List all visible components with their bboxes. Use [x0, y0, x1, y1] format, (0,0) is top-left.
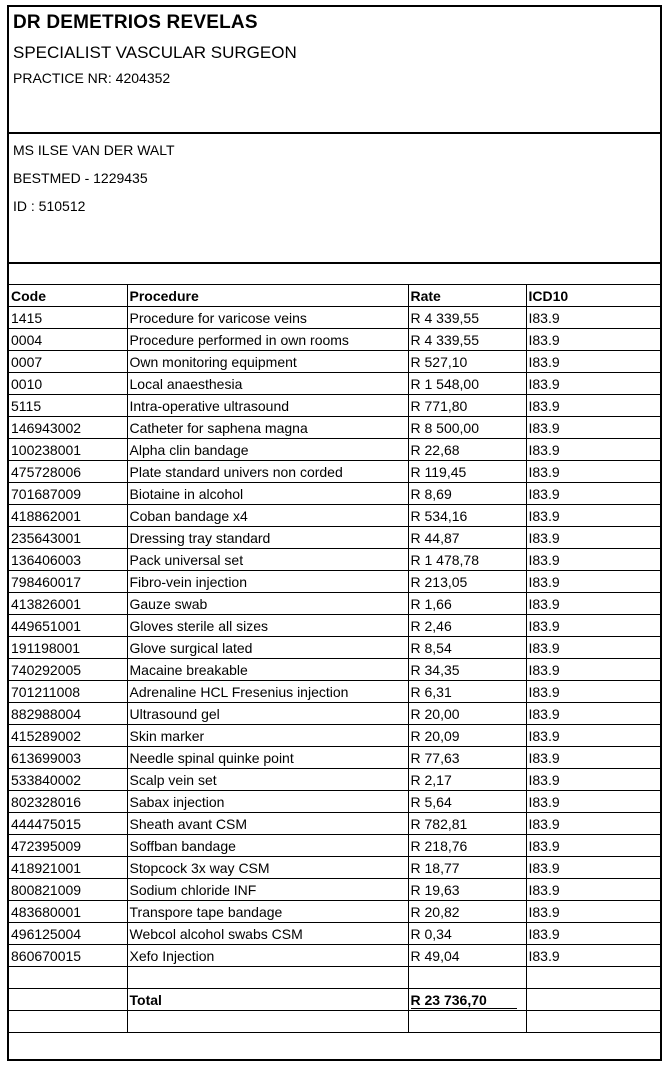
cell-code: 415289002 — [9, 725, 127, 747]
cell-icd10: I83.9 — [526, 769, 660, 791]
cell-code: 146943002 — [9, 417, 127, 439]
empty-cell — [127, 967, 408, 989]
table-row — [9, 615, 660, 637]
cell-icd10: I83.9 — [526, 461, 660, 483]
table-row — [9, 747, 660, 769]
cell-rate: R 8 500,00 — [408, 417, 526, 439]
table-row — [9, 329, 660, 351]
cell-rate: R 6,31 — [408, 681, 526, 703]
empty-cell — [526, 967, 660, 989]
cell-icd10: I83.9 — [526, 659, 660, 681]
cell-rate: R 2,17 — [408, 769, 526, 791]
cell-procedure: Local anaesthesia — [127, 373, 408, 395]
empty-cell — [9, 967, 127, 989]
cell-code: 740292005 — [9, 659, 127, 681]
cell-procedure: Scalp vein set — [127, 769, 408, 791]
cell-rate: R 20,00 — [408, 703, 526, 725]
cell-rate: R 1 478,78 — [408, 549, 526, 571]
cell-code: 475728006 — [9, 461, 127, 483]
table-row — [9, 549, 660, 571]
column-header-code: Code — [9, 285, 127, 307]
table-row — [9, 461, 660, 483]
table-row — [9, 505, 660, 527]
cell-procedure: Webcol alcohol swabs CSM — [127, 923, 408, 945]
table-row — [9, 351, 660, 373]
cell-procedure: Procedure for varicose veins — [127, 307, 408, 329]
cell-rate: R 534,16 — [408, 505, 526, 527]
cell-rate: R 527,10 — [408, 351, 526, 373]
cell-code: 533840002 — [9, 769, 127, 791]
cell-code: 418862001 — [9, 505, 127, 527]
empty-cell — [9, 1011, 127, 1033]
cell-procedure: Macaine breakable — [127, 659, 408, 681]
cell-procedure: Ultrasound gel — [127, 703, 408, 725]
cell-rate: R 5,64 — [408, 791, 526, 813]
table-row — [9, 791, 660, 813]
table-row — [9, 439, 660, 461]
table-row — [9, 483, 660, 505]
cell-icd10: I83.9 — [526, 923, 660, 945]
cell-icd10: I83.9 — [526, 483, 660, 505]
cell-icd10: I83.9 — [526, 857, 660, 879]
cell-rate: R 0,34 — [408, 923, 526, 945]
cell-icd10: I83.9 — [526, 373, 660, 395]
cell-rate: R 20,82 — [408, 901, 526, 923]
column-header-procedure: Procedure — [127, 285, 408, 307]
cell-icd10: I83.9 — [526, 813, 660, 835]
cell-procedure: Own monitoring equipment — [127, 351, 408, 373]
cell-code: 472395009 — [9, 835, 127, 857]
cell-procedure: Skin marker — [127, 725, 408, 747]
total-label: Total — [127, 989, 408, 1011]
cell-code: 0007 — [9, 351, 127, 373]
cell-procedure: Stopcock 3x way CSM — [127, 857, 408, 879]
cell-procedure: Procedure performed in own rooms — [127, 329, 408, 351]
cell-rate: R 1 548,00 — [408, 373, 526, 395]
patient-name: MS ILSE VAN DER WALT — [13, 142, 175, 158]
practice-header — [9, 7, 660, 134]
procedure-table — [9, 285, 660, 1033]
cell-icd10: I83.9 — [526, 791, 660, 813]
total-value-cell — [408, 989, 526, 1011]
cell-code: 100238001 — [9, 439, 127, 461]
cell-icd10: I83.9 — [526, 637, 660, 659]
cell-procedure: Dressing tray standard — [127, 527, 408, 549]
cell-rate: R 18,77 — [408, 857, 526, 879]
cell-code: 860670015 — [9, 945, 127, 967]
cell-icd10: I83.9 — [526, 945, 660, 967]
table-row — [9, 901, 660, 923]
cell-code: 798460017 — [9, 571, 127, 593]
table-row — [9, 879, 660, 901]
table-row — [9, 945, 660, 967]
empty-cell — [526, 1011, 660, 1033]
cell-rate: R 8,54 — [408, 637, 526, 659]
empty-cell — [127, 1011, 408, 1033]
table-row — [9, 703, 660, 725]
cell-procedure: Sodium chloride INF — [127, 879, 408, 901]
table-row — [9, 593, 660, 615]
spacer-row — [9, 264, 660, 285]
cell-rate: R 213,05 — [408, 571, 526, 593]
cell-rate: R 20,09 — [408, 725, 526, 747]
table-row — [9, 923, 660, 945]
patient-id: ID : 510512 — [13, 198, 86, 214]
column-header-rate: Rate — [408, 285, 526, 307]
cell-procedure: Biotaine in alcohol — [127, 483, 408, 505]
table-row — [9, 571, 660, 593]
cell-code: 0010 — [9, 373, 127, 395]
total-row — [9, 989, 660, 1011]
cell-rate: R 119,45 — [408, 461, 526, 483]
cell-rate: R 218,76 — [408, 835, 526, 857]
cell-rate: R 77,63 — [408, 747, 526, 769]
doctor-specialty: SPECIALIST VASCULAR SURGEON — [13, 43, 297, 62]
cell-procedure: Fibro-vein injection — [127, 571, 408, 593]
cell-procedure: Needle spinal quinke point — [127, 747, 408, 769]
cell-icd10: I83.9 — [526, 417, 660, 439]
cell-icd10: I83.9 — [526, 681, 660, 703]
cell-rate: R 34,35 — [408, 659, 526, 681]
cell-icd10: I83.9 — [526, 703, 660, 725]
doctor-name: DR DEMETRIOS REVELAS — [13, 12, 258, 33]
cell-code: 136406003 — [9, 549, 127, 571]
table-row — [9, 813, 660, 835]
cell-code: 413826001 — [9, 593, 127, 615]
cell-icd10: I83.9 — [526, 901, 660, 923]
table-row — [9, 659, 660, 681]
cell-icd10: I83.9 — [526, 527, 660, 549]
table-row — [9, 373, 660, 395]
cell-icd10: I83.9 — [526, 835, 660, 857]
cell-code: 613699003 — [9, 747, 127, 769]
table-row — [9, 835, 660, 857]
cell-icd10: I83.9 — [526, 351, 660, 373]
cell-code: 1415 — [9, 307, 127, 329]
cell-procedure: Transpore tape bandage — [127, 901, 408, 923]
invoice-sheet — [7, 5, 662, 1061]
cell-icd10: I83.9 — [526, 725, 660, 747]
table-row — [9, 395, 660, 417]
cell-procedure: Coban bandage x4 — [127, 505, 408, 527]
cell-rate: R 2,46 — [408, 615, 526, 637]
cell-icd10: I83.9 — [526, 879, 660, 901]
cell-rate: R 4 339,55 — [408, 307, 526, 329]
table-row — [9, 417, 660, 439]
cell-procedure: Pack universal set — [127, 549, 408, 571]
cell-procedure: Xefo Injection — [127, 945, 408, 967]
cell-rate: R 19,63 — [408, 879, 526, 901]
cell-rate: R 22,68 — [408, 439, 526, 461]
cell-code: 0004 — [9, 329, 127, 351]
cell-procedure: Gauze swab — [127, 593, 408, 615]
cell-code: 5115 — [9, 395, 127, 417]
empty-cell — [526, 989, 660, 1011]
cell-icd10: I83.9 — [526, 395, 660, 417]
cell-rate: R 49,04 — [408, 945, 526, 967]
cell-rate: R 44,87 — [408, 527, 526, 549]
table-row — [9, 857, 660, 879]
cell-code: 802328016 — [9, 791, 127, 813]
cell-code: 418921001 — [9, 857, 127, 879]
table-row — [9, 725, 660, 747]
table-row — [9, 637, 660, 659]
table-header-row — [9, 285, 660, 307]
empty-cell — [9, 989, 127, 1011]
cell-procedure: Gloves sterile all sizes — [127, 615, 408, 637]
cell-icd10: I83.9 — [526, 307, 660, 329]
cell-icd10: I83.9 — [526, 593, 660, 615]
table-row — [9, 527, 660, 549]
practice-number: PRACTICE NR: 4204352 — [13, 70, 171, 86]
cell-procedure: Alpha clin bandage — [127, 439, 408, 461]
cell-code: 496125004 — [9, 923, 127, 945]
cell-procedure: Sabax injection — [127, 791, 408, 813]
cell-code: 444475015 — [9, 813, 127, 835]
cell-rate: R 8,69 — [408, 483, 526, 505]
patient-details — [9, 134, 660, 264]
cell-procedure: Adrenaline HCL Fresenius injection — [127, 681, 408, 703]
cell-rate: R 1,66 — [408, 593, 526, 615]
cell-icd10: I83.9 — [526, 571, 660, 593]
cell-procedure: Soffban bandage — [127, 835, 408, 857]
cell-icd10: I83.9 — [526, 329, 660, 351]
empty-row — [9, 1011, 660, 1033]
cell-code: 701687009 — [9, 483, 127, 505]
cell-rate: R 771,80 — [408, 395, 526, 417]
cell-code: 449651001 — [9, 615, 127, 637]
table-row — [9, 769, 660, 791]
empty-cell — [408, 1011, 526, 1033]
cell-procedure: Sheath avant CSM — [127, 813, 408, 835]
cell-code: 191198001 — [9, 637, 127, 659]
cell-icd10: I83.9 — [526, 615, 660, 637]
cell-rate: R 782,81 — [408, 813, 526, 835]
cell-rate: R 4 339,55 — [408, 329, 526, 351]
total-value: R 23 736,70 — [411, 992, 517, 1011]
table-row — [9, 681, 660, 703]
patient-medical-aid: BESTMED - 1229435 — [13, 170, 148, 186]
empty-cell — [408, 967, 526, 989]
empty-row — [9, 967, 660, 989]
cell-icd10: I83.9 — [526, 505, 660, 527]
cell-procedure: Catheter for saphena magna — [127, 417, 408, 439]
cell-icd10: I83.9 — [526, 549, 660, 571]
cell-procedure: Plate standard univers non corded — [127, 461, 408, 483]
cell-procedure: Intra-operative ultrasound — [127, 395, 408, 417]
cell-icd10: I83.9 — [526, 439, 660, 461]
cell-code: 701211008 — [9, 681, 127, 703]
table-row — [9, 307, 660, 329]
cell-code: 800821009 — [9, 879, 127, 901]
cell-icd10: I83.9 — [526, 747, 660, 769]
cell-code: 882988004 — [9, 703, 127, 725]
column-header-icd10: ICD10 — [526, 285, 660, 307]
cell-code: 235643001 — [9, 527, 127, 549]
cell-code: 483680001 — [9, 901, 127, 923]
cell-procedure: Glove surgical lated — [127, 637, 408, 659]
